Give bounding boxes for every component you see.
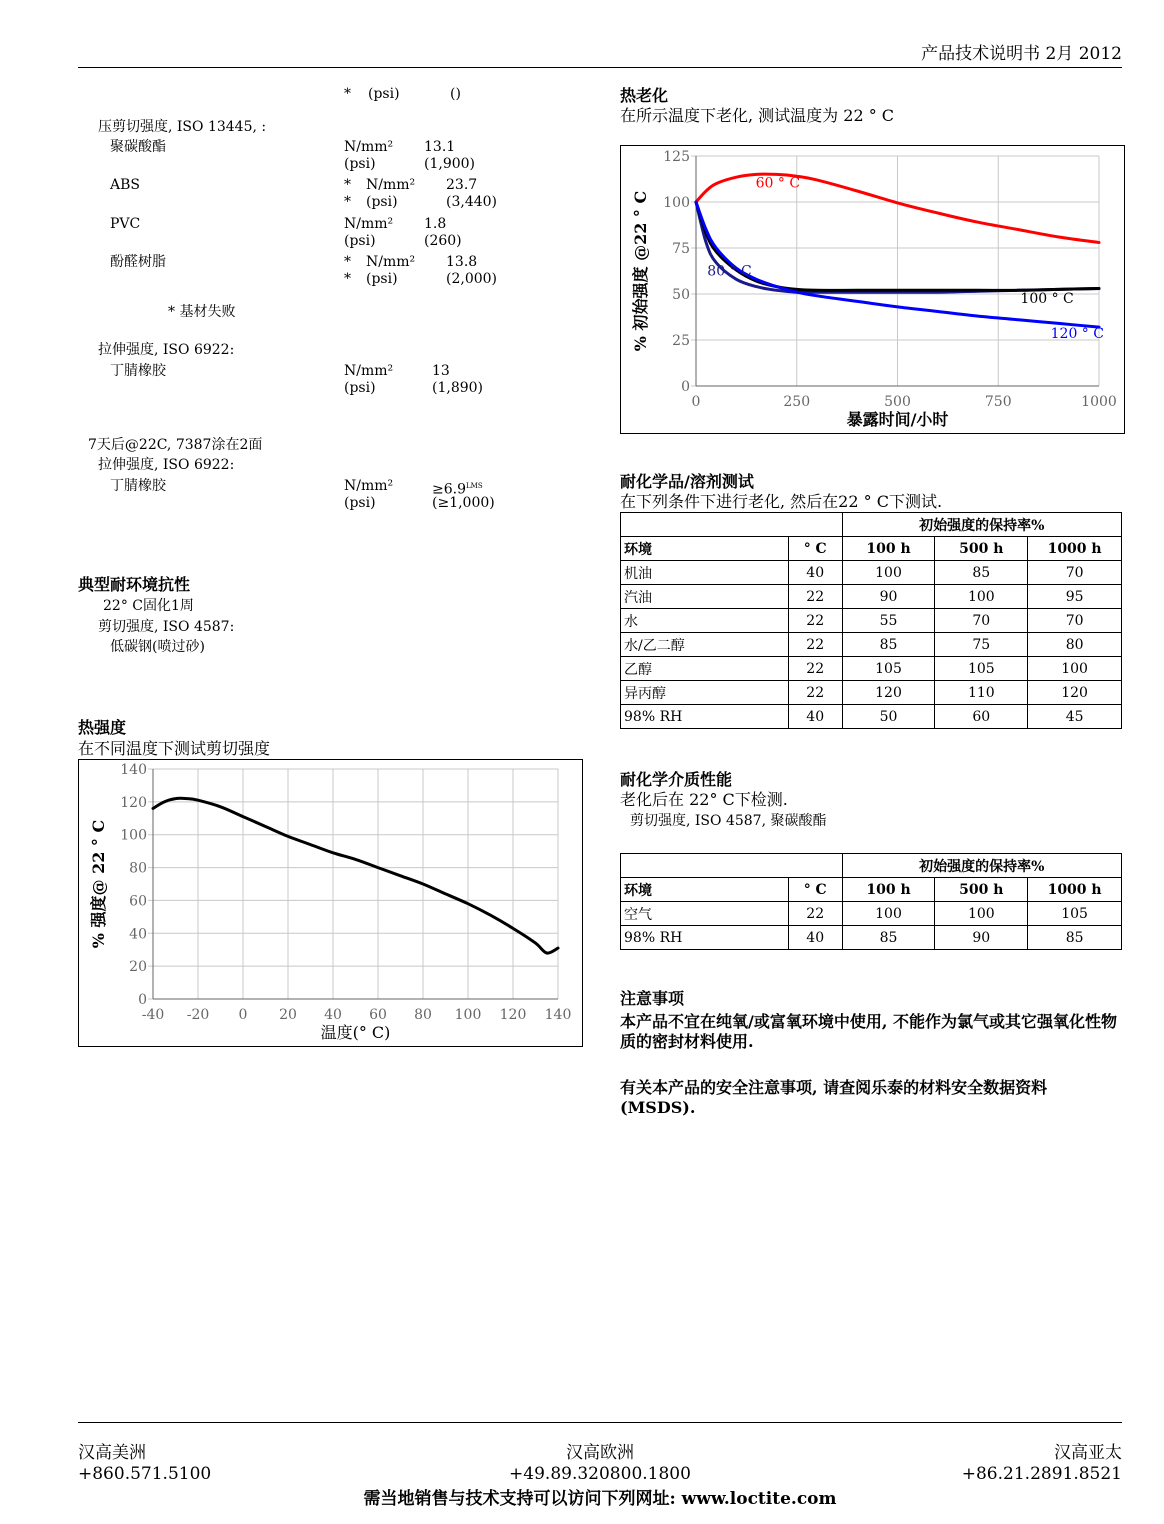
footer-americas-phone: +860.571.5100 [78,1464,212,1484]
env-substrate: 低碳钢(喷过砂) [110,639,205,655]
env-cure: 22° C固化1周 [103,598,194,614]
media-subtitle-2: 剪切强度, ISO 4587, 聚碳酸酯 [630,813,827,829]
chem-resistance-table [620,512,1122,729]
table-cell: 100 [1028,657,1122,681]
series-label: 80 ° C [707,263,752,280]
table-empty-cell [621,854,843,878]
table-header-cell: ° C [788,537,842,561]
material-value: (2,000) [446,271,498,287]
table-cell: 40 [788,561,842,585]
table-cell: 95 [1028,585,1122,609]
tensile2-value-psi: (≥1,000) [432,495,495,511]
footer-americas [78,1443,211,1485]
lms-superscript: LMS [466,482,483,490]
table-cell: 水 [621,609,789,633]
table-row [621,705,1122,729]
table-cell: 70 [1028,561,1122,585]
material-value: (3,440) [446,194,498,210]
y-tick-label: 40 [129,926,147,943]
tensile2-material: 丁腈橡胶 [110,478,166,494]
material-unit: (psi) [366,194,398,210]
env-heading: 典型耐环境抗性 [78,575,191,594]
material-name: 聚碳酸酯 [110,139,166,155]
footer-asia-name: 汉高亚太 [1054,1443,1122,1463]
table-header-cell: 500 h [935,537,1028,561]
x-tick-label: 0 [691,394,701,410]
material-name: 酚醛树脂 [110,254,166,270]
tensile-unit-n: N/mm² [344,363,394,379]
table-group-header-row [621,513,1122,537]
table-cell: 105 [842,657,935,681]
y-tick-label: 140 [120,762,147,778]
series-label: 100 ° C [1020,291,1074,308]
x-tick-label: 750 [984,394,1012,410]
chem-heading: 耐化学品/溶剂测试 [620,472,754,491]
table-cell: 70 [935,609,1028,633]
tensile-unit-psi: (psi) [344,380,376,396]
material-name: PVC [110,216,141,232]
notes-heading: 注意事项 [620,989,685,1008]
table-cell: 乙醇 [621,657,789,681]
material-name: ABS [110,177,140,193]
material-star: * [344,177,351,193]
material-value: (260) [424,233,462,249]
x-tick-label: -20 [186,1007,210,1023]
y-tick-label: 80 [129,860,147,877]
heat-aging-heading: 热老化 [620,86,669,105]
table-cell: 40 [788,926,842,950]
tensile2-unit-psi: (psi) [344,495,376,511]
table-cell: 90 [842,585,935,609]
material-star: * [344,194,351,210]
y-tick-label: 75 [672,241,690,257]
substrate-failure-note: * 基材失败 [168,304,236,320]
table-header-cell: 1000 h [1028,878,1122,902]
tensile2-title: 拉伸强度, ISO 6922: [98,457,235,473]
tensile2-value-n: $\ge 6.9^{LMS}$ [432,481,483,498]
table-cell: 45 [1028,705,1122,729]
footer-americas-name: 汉高美洲 [78,1443,146,1463]
tensile-material: 丁腈橡胶 [110,363,166,379]
material-unit: N/mm² [366,177,416,193]
table-cell: 22 [788,633,842,657]
table-header-cell: 100 h [842,537,935,561]
table-cell: 22 [788,657,842,681]
material-value: 1.8 [424,216,447,232]
table-row [621,609,1122,633]
table-cell: 105 [1028,902,1122,926]
psi-star: * [344,86,351,102]
footer-europe-name: 汉高欧洲 [566,1443,634,1463]
table-cell: 60 [935,705,1028,729]
table-cell: 85 [842,633,935,657]
material-unit: (psi) [344,156,376,172]
table-cell: 水/乙二醇 [621,633,789,657]
x-tick-label: 140 [544,1007,572,1023]
material-unit: N/mm² [366,254,416,270]
table-cell: 70 [1028,609,1122,633]
table-cell: 22 [788,902,842,926]
table-cell: 98% RH [621,926,789,950]
series-label: 120 ° C [1050,326,1104,343]
y-axis-label: % 初始强度 @22 ° C [631,190,650,352]
x-tick-label: 1000 [1081,394,1117,410]
x-axis-label: 温度(° C) [320,1023,391,1042]
table-cell: 异丙醇 [621,681,789,705]
y-tick-label: 0 [138,992,147,1008]
y-tick-label: 20 [129,959,147,976]
table-row [621,585,1122,609]
notes-oxygen-warning: 本产品不宜在纯氧/或富氧环境中使用, 不能作为氯气或其它强氧化性物质的密封材料使用. [620,1012,1117,1051]
material-value: 13.8 [446,254,478,270]
table-group-header: 初始强度的保持率% [842,513,1121,537]
table-cell: 50 [842,705,935,729]
table-cell: 75 [935,633,1028,657]
y-tick-label: 60 [129,893,147,910]
tensile2-unit-n: N/mm² [344,478,394,494]
hot-strength-chart [78,759,583,1047]
tensile-value-n: 13 [432,363,450,379]
x-tick-label: 60 [369,1007,387,1023]
table-cell: 100 [935,902,1028,926]
heat-aging-subtitle: 在所示温度下老化, 测试温度为 22 ° C [620,106,895,125]
x-tick-label: 500 [884,394,911,410]
material-unit: (psi) [344,233,376,249]
table-cell: 90 [935,926,1028,950]
material-unit: N/mm² [344,139,394,155]
media-heading: 耐化学介质性能 [620,770,733,789]
material-value: 23.7 [446,177,478,193]
table-header-row [621,537,1122,561]
table-header-cell: 环境 [621,537,789,561]
table-cell: 100 [842,561,935,585]
table-header-cell: ° C [788,878,842,902]
table-header-cell: 100 h [842,878,935,902]
env-shear: 剪切强度, ISO 4587: [98,619,235,635]
table-cell: 汽油 [621,585,789,609]
table-row [621,561,1122,585]
hot-strength-heading: 热强度 [78,718,127,737]
table-cell: 空气 [621,902,789,926]
x-tick-label: 100 [454,1007,482,1023]
tensile-value-psi: (1,890) [432,380,484,396]
x-tick-label: 0 [238,1007,248,1023]
heat-aging-chart [620,145,1125,434]
y-tick-label: 25 [672,333,690,349]
media-resistance-table [620,853,1122,950]
table-cell: 85 [1028,926,1122,950]
x-axis-label: 暴露时间/小时 [846,410,949,429]
material-unit: N/mm² [344,216,394,232]
table-cell: 100 [842,902,935,926]
table-header-cell: 环境 [621,878,789,902]
table-row [621,926,1122,950]
table-group-header: 初始强度的保持率% [842,854,1121,878]
material-value: 13.1 [424,139,456,155]
material-unit: (psi) [366,271,398,287]
x-tick-label: 120 [499,1007,527,1023]
footer-support-url: 需当地销售与技术支持可以访问下列网址: www.loctite.com [363,1489,837,1509]
y-tick-label: 120 [120,794,147,811]
table-cell: 22 [788,681,842,705]
table-header-row [621,878,1122,902]
y-tick-label: 100 [663,195,690,211]
y-tick-label: 125 [663,149,690,165]
x-tick-label: 250 [783,394,811,410]
shear-title: 压剪切强度, ISO 13445, : [98,119,267,135]
table-cell: 105 [935,657,1028,681]
header-rule [78,67,1122,68]
material-star: * [344,254,351,270]
y-tick-label: 100 [120,827,147,844]
x-tick-label: -40 [141,1007,165,1023]
series-label: 60 ° C [755,175,801,192]
footer-rule [78,1422,1122,1423]
table-cell: 55 [842,609,935,633]
y-tick-label: 0 [681,379,690,395]
table-row [621,657,1122,681]
tensile2-precondition: 7天后@22C, 7387涂在2面 [88,437,263,453]
y-tick-label: 50 [672,287,690,303]
chem-subtitle: 在下列条件下进行老化, 然后在22 ° C下测试. [620,492,943,511]
material-value: (1,900) [424,156,476,172]
table-empty-cell [621,513,843,537]
y-axis-label: % 强度@ 22 ° C [89,819,108,949]
table-cell: 80 [1028,633,1122,657]
series-line [153,798,558,953]
footer-asia [962,1443,1122,1485]
table-cell: 85 [935,561,1028,585]
page-header-title: 产品技术说明书 2月 2012 [921,44,1122,64]
notes-msds: 有关本产品的安全注意事项, 请查阅乐泰的材料安全数据资料(MSDS). [620,1078,1048,1117]
table-cell: 22 [788,585,842,609]
x-tick-label: 80 [414,1007,432,1023]
table-cell: 40 [788,705,842,729]
table-cell: 110 [935,681,1028,705]
table-header-cell: 1000 h [1028,537,1122,561]
table-row [621,681,1122,705]
table-cell: 22 [788,609,842,633]
footer-asia-phone: +86.21.2891.8521 [961,1464,1122,1484]
chart-frame [79,760,583,1047]
footer-europe [500,1443,700,1485]
footer-europe-phone: +49.89.320800.1800 [509,1464,691,1484]
table-cell: 机油 [621,561,789,585]
x-tick-label: 40 [324,1007,342,1023]
psi-value: () [450,86,461,102]
hot-strength-subtitle: 在不同温度下测试剪切强度 [78,739,271,758]
psi-unit: (psi) [368,86,400,102]
table-cell: 120 [842,681,935,705]
table-cell: 120 [1028,681,1122,705]
table-header-cell: 500 h [935,878,1028,902]
media-subtitle: 老化后在 22° C下检测. [620,790,788,809]
table-row [621,633,1122,657]
table-cell: 98% RH [621,705,789,729]
tensile-title: 拉伸强度, ISO 6922: [98,342,235,358]
table-group-header-row [621,854,1122,878]
material-star: * [344,271,351,287]
table-cell: 85 [842,926,935,950]
table-row [621,902,1122,926]
x-tick-label: 20 [279,1007,297,1023]
table-cell: 100 [935,585,1028,609]
